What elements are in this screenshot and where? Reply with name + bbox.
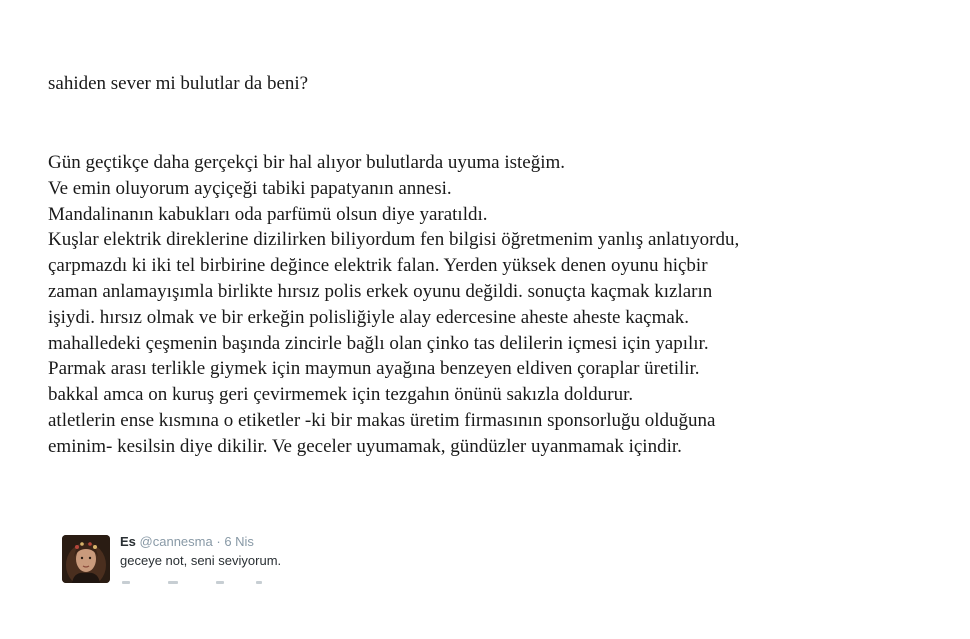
poem-line: Kuşlar elektrik direklerine dizilirken biliyordum fen bilgisi öğretmenim yanlış anlatıyordu, <box>48 229 740 251</box>
tweet-author-handle[interactable]: @cannesma <box>139 534 213 549</box>
poem-line: işiydi. hırsız olmak ve bir erkeğin polisliğiyle alay edercesine aheste aheste kaçmak. <box>48 306 690 328</box>
tweet-author-name[interactable]: Es <box>120 534 136 549</box>
poem-line: zaman anlamayışımla birlikte hırsız polis erkek oyunu değildi. sonuçta kaçmak kızların <box>48 280 713 302</box>
tweet-separator: · <box>216 534 221 549</box>
tweet-actions <box>120 579 270 585</box>
poem-line: Gün geçtikçe daha gerçekçi bir hal alıyor bulutlarda uyuma isteğim. <box>48 152 566 173</box>
avatar-photo-icon <box>62 535 110 583</box>
favorite-icon[interactable] <box>216 581 224 584</box>
more-icon[interactable] <box>256 581 262 584</box>
avatar[interactable] <box>62 535 110 583</box>
reply-icon[interactable] <box>122 581 130 584</box>
tweet-text: geceye not, seni seviyorum. <box>120 553 282 568</box>
poem-line: mahalledeki çeşmenin başında zincirle bağlı olan çinko tas delilerin içmesi için yapılır. <box>48 332 709 354</box>
poem-line: Mandalinanın kabukları oda parfümü olsun diye yaratıldı. <box>48 203 488 225</box>
poem-line: Parmak arası terlikle giymek için maymun ayağına benzeyen eldiven çoraplar üretilir. <box>48 358 700 380</box>
poem-line: eminim- kesilsin diye dikilir. Ve geceler uyumamak, gündüzler uyanmamak içindir. <box>48 435 682 457</box>
tweet-header <box>120 534 254 550</box>
poem-line: bakkal amca on kuruş geri çevirmemek için tezgahın önünü sakızla doldurur. <box>48 384 634 406</box>
poem-body <box>48 150 948 460</box>
poem-line: çarpmazdı ki iki tel birbirine değince elektrik falan. Yerden yüksek denen oyunu hiçbir <box>48 255 708 277</box>
tweet-timestamp[interactable]: 6 Nis <box>224 534 254 549</box>
poem-title: sahiden sever mi bulutlar da beni? <box>48 73 309 94</box>
tweet-card <box>62 532 462 592</box>
poem-line: atletlerin ense kısmına o etiketler -ki bir makas üretim firmasının sponsorluğu olduğuna <box>48 409 716 431</box>
retweet-icon[interactable] <box>168 581 178 584</box>
poem-line: Ve emin oluyorum ayçiçeği tabiki papatyanın annesi. <box>48 177 452 199</box>
